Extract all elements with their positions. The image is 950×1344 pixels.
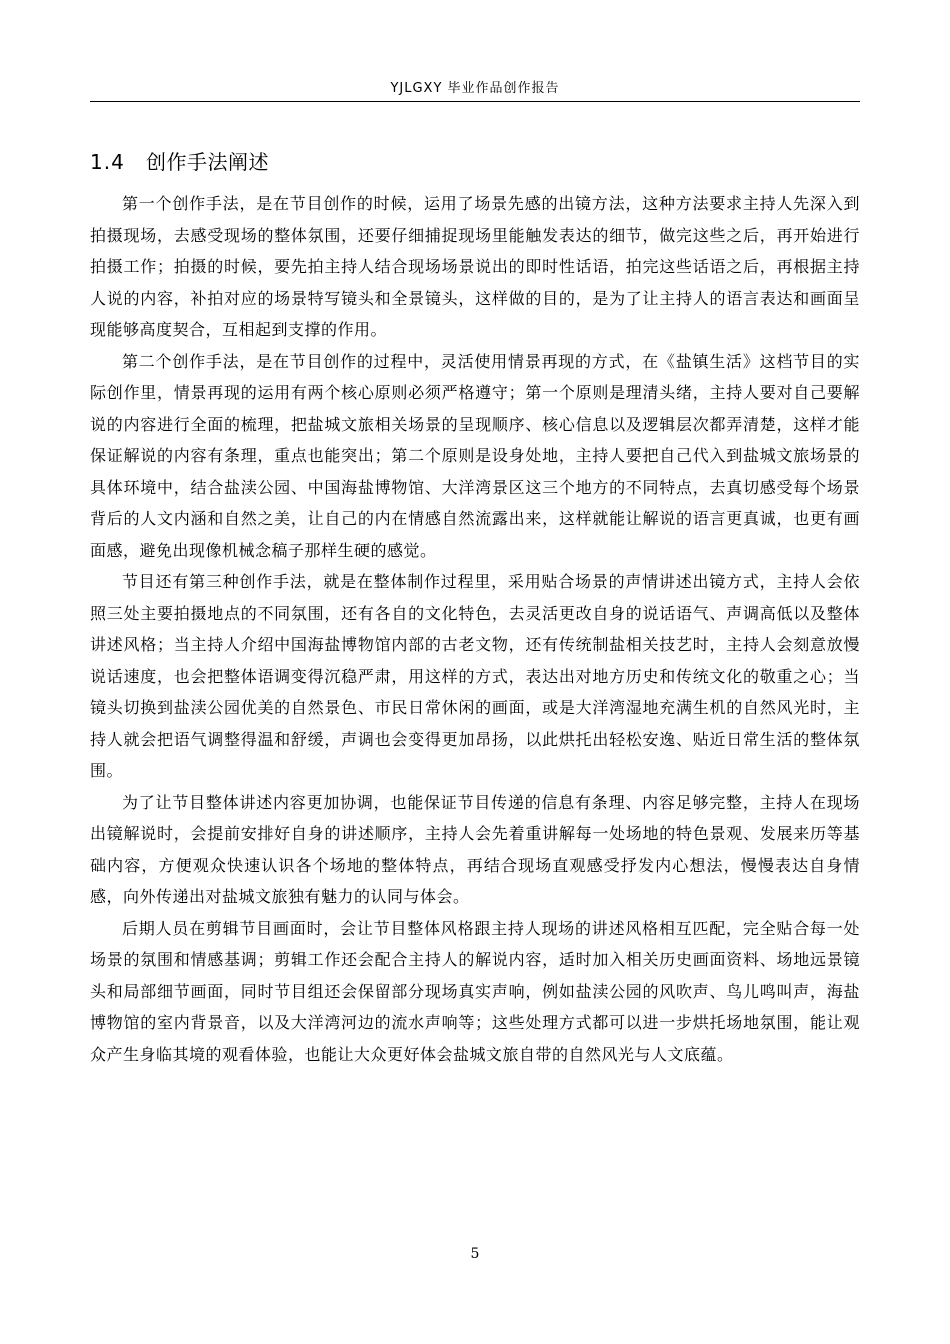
header-divider (90, 101, 860, 102)
page-header: YJLGXY 毕业作品创作报告 (390, 81, 560, 96)
section-heading (90, 146, 269, 178)
paragraph-1: 第一个创作手法，是在节目创作的时候，运用了场景先感的出镜方法，这种方法要求主持人先深入到拍摄现场，去感受现场的整体氛围，还要仔细捕捉现场里能触发表达的细节，做完这些之后，再开始进行拍摄工作；拍摄的时候，要先拍主持人结合现场场景说出的即时性话语，拍完这些话语之后，再根据主持人说的内容，补拍对应的场景特写镜头和全景镜头，这样做的目的，是为了让主持人的语言表达和画面呈现能够高度契合，互相起到支撑的作用。 (90, 194, 860, 339)
paragraph-2: 第二个创作手法，是在节目创作的过程中，灵活使用情景再现的方式，在《盐镇生活》这档节目的实际创作里，情景再现的运用有两个核心原则必须严格遵守；第一个原则是理清头绪，主持人要对自己要解说的内容进行全面的梳理，把盐城文旅相关场景的呈现顺序、核心信息以及逻辑层次都弄清楚，这样才能保证解说的内容有条理，重点也能突出；第二个原则是设身处地，主持人要把自己代入到盐城文旅场景的具体环境中，结合盐渎公园、中国海盐博物馆、大洋湾景区这三个地方的不同特点，去真切感受每个场景背后的人文内涵和自然之美，让自己的内在情感自然流露出来，这样就能让解说的语言更真诚，也更有画面感，避免出现像机械念稿子那样生硬的感觉。 (90, 351, 860, 560)
paragraph-5: 后期人员在剪辑节目画面时，会让节目整体风格跟主持人现场的讲述风格相互匹配，完全贴合每一处场景的氛围和情感基调；剪辑工作还会配合主持人的解说内容，适时加入相关历史画面资料、场地远景镜头和局部细节画面，同时节目组还会保留部分现场真实声响，例如盐渎公园的风吹声、鸟儿鸣叫声，海盐博物馆的室内背景音，以及大洋湾河边的流水声响等；这些处理方式都可以进一步烘托场地氛围，能让观众产生身临其境的观看体验，也能让大众更好体会盐城文旅自带的自然风光与人文底蕴。 (90, 918, 860, 1064)
section-number: 1.4 (90, 150, 125, 174)
paragraph-3: 节目还有第三种创作手法，就是在整体制作过程里，采用贴合场景的声情讲述出镜方式，主持人会依照三处主要拍摄地点的不同氛围，还有各自的文化特色，去灵活更改自身的说话语气、声调高低以及整体讲述风格；当主持人介绍中国海盐博物馆内部的古老文物，还有传统制盐相关技艺时，主持人会刻意放慢说话速度，也会把整体语调变得沉稳严肃，用这样的方式，表达出对地方历史和传统文化的敬重之心；当镜头切换到盐渎公园优美的自然景色、市民日常休闲的画面，或是大洋湾湿地充满生机的自然风光时，主持人就会把语气调整得温和舒缓，声调也会变得更加昂扬，以此烘托出轻松安逸、贴近日常生活的整体氛围。 (90, 572, 860, 780)
page-number: 5 (470, 1246, 480, 1262)
section-title: 创作手法阐述 (146, 150, 269, 174)
paragraph-4: 为了让节目整体讲述内容更加协调，也能保证节目传递的信息有条理、内容足够完整，主持人在现场出镜解说时，会提前安排好自身的讲述顺序，主持人会先着重讲解每一处场地的特色景观、发展来历等基础内容，方便观众快速认识各个场地的整体特点，再结合现场直观感受抒发内心想法，慢慢表达自身情感，向外传递出对盐城文旅独有魅力的认同与体会。 (90, 792, 860, 906)
body-text (90, 188, 860, 1070)
